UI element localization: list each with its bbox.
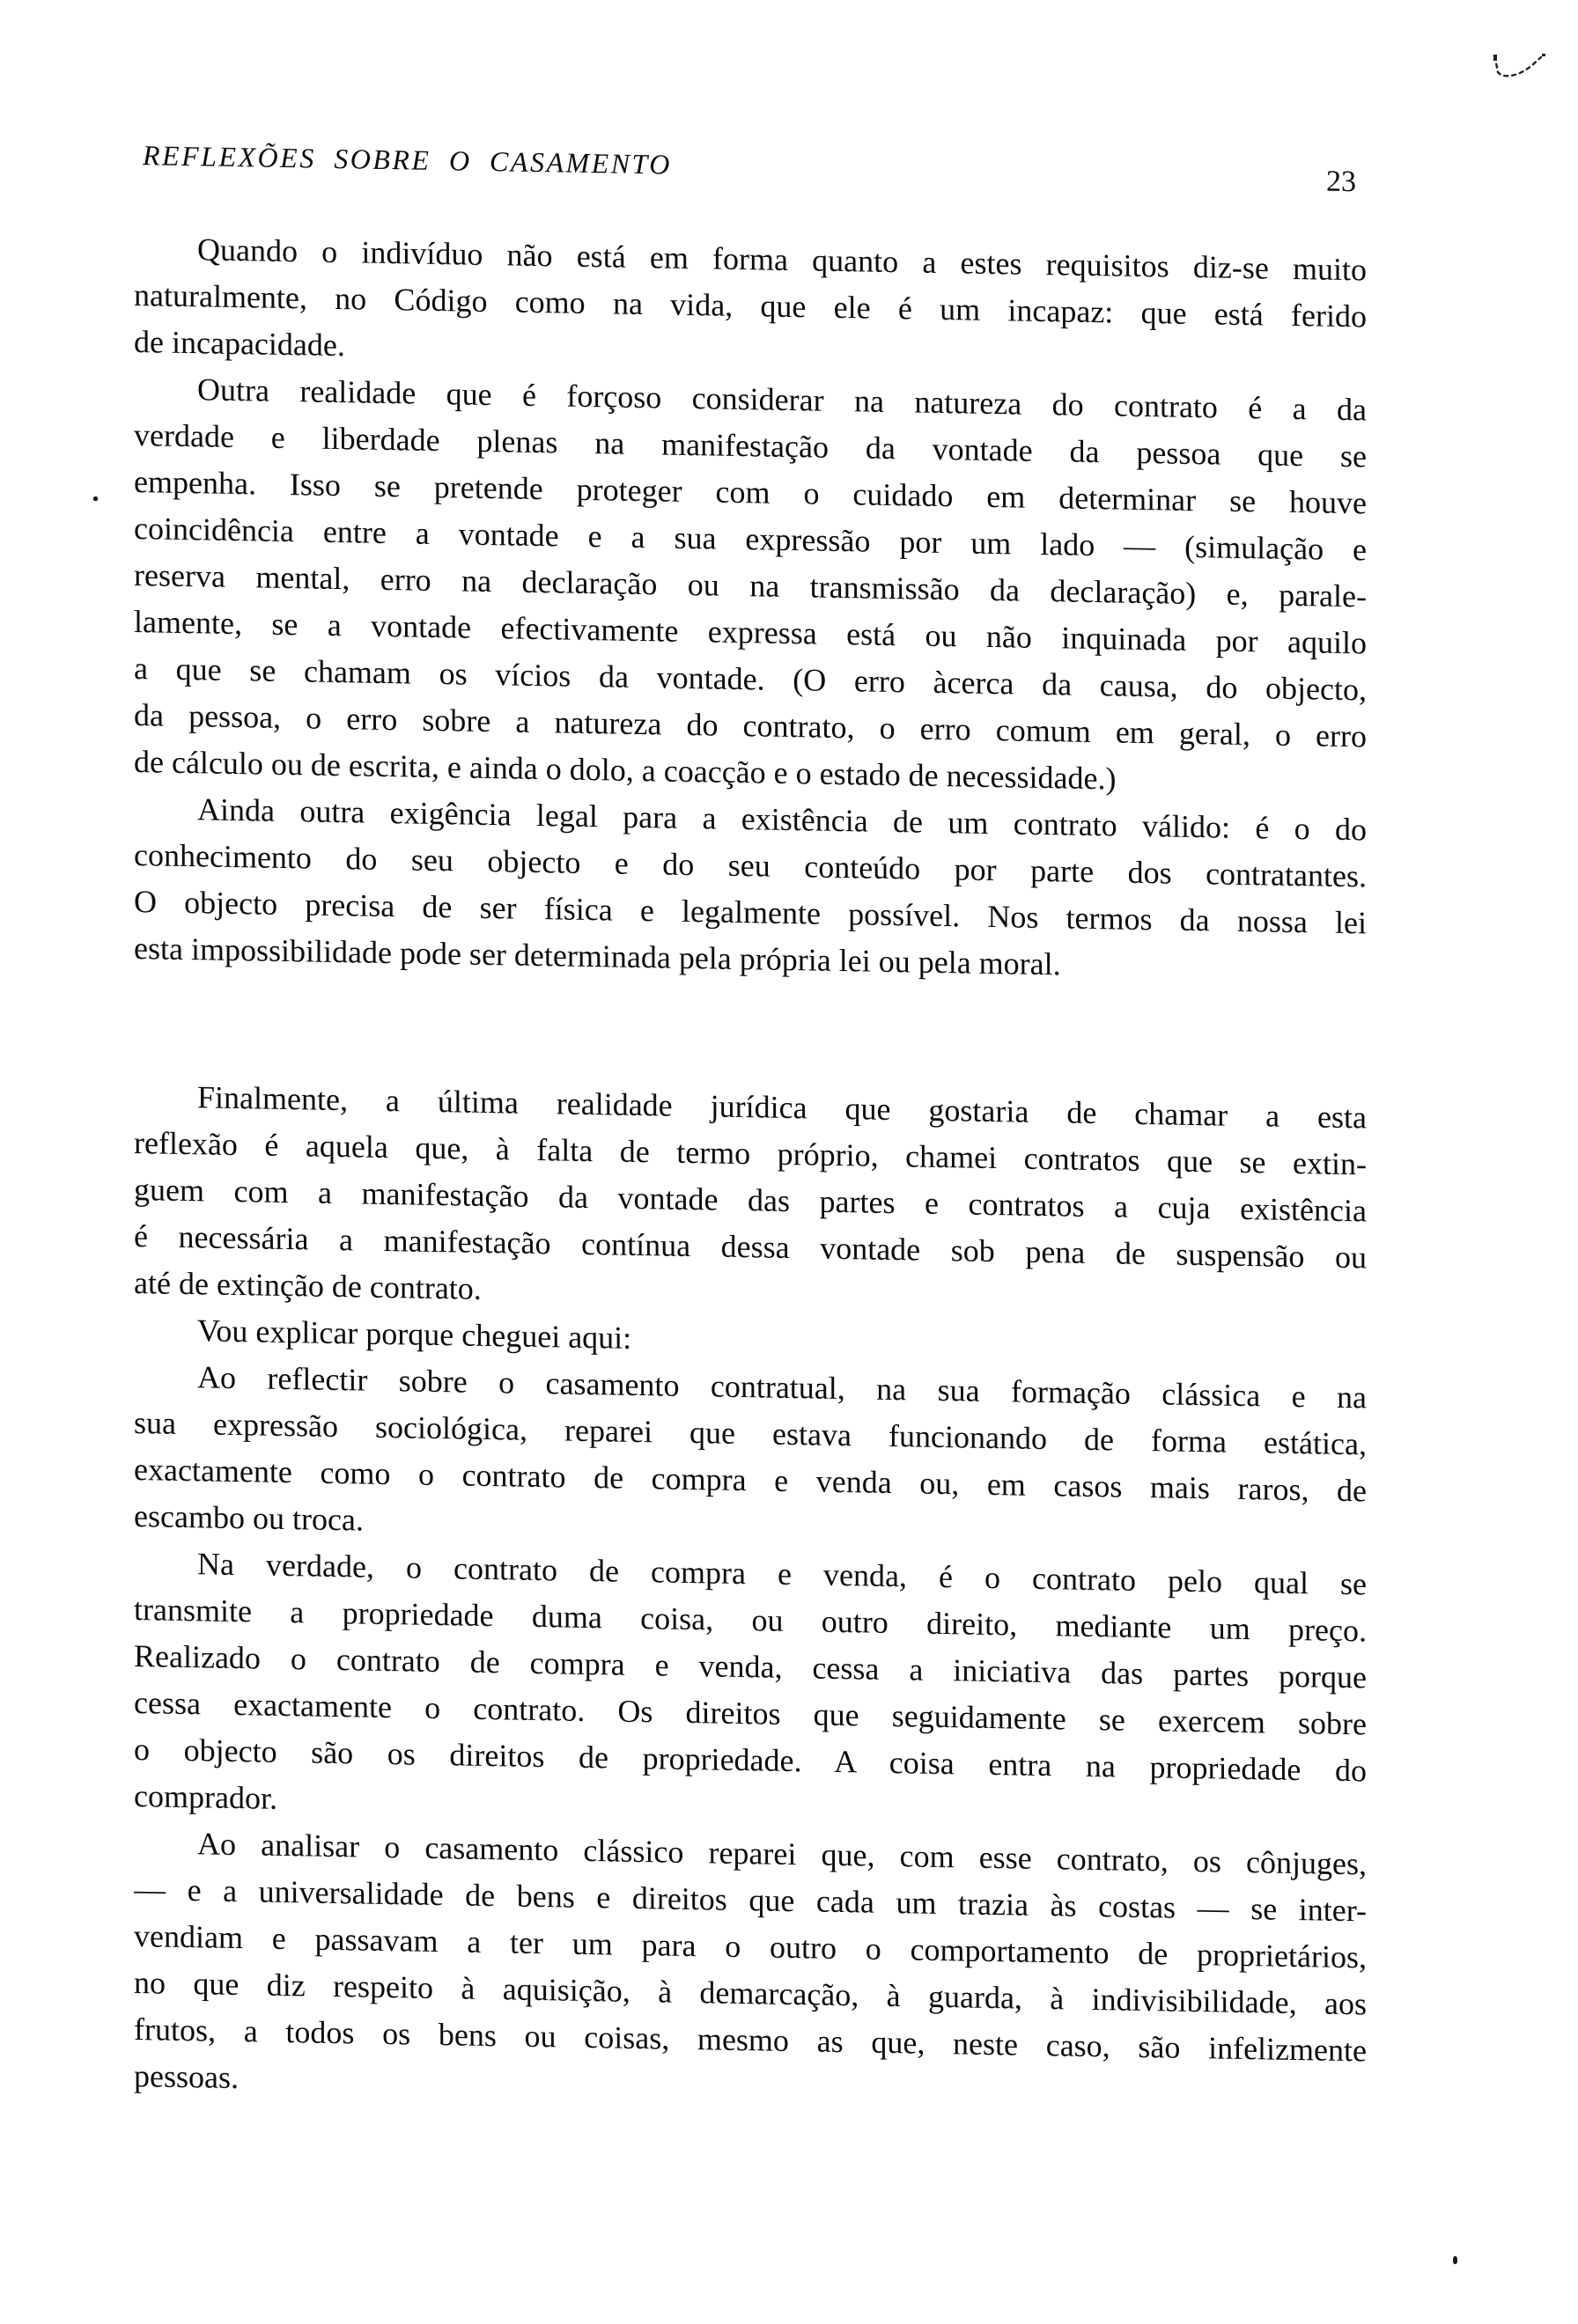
- text-line: Ao reflectir sobre o casamento contratual, na sua formação clássica e na: [197, 1359, 1367, 1416]
- page-number: 23: [1326, 165, 1356, 199]
- text-line: é necessária a manifestação contínua dessa vontade sob pena de suspensão ou: [134, 1218, 1367, 1276]
- text-line: Outra realidade que é forçoso considerar na natureza do contrato é a da: [197, 371, 1367, 428]
- text-line: conhecimento do seu objecto e do seu conteúdo por parte dos contratantes.: [134, 837, 1367, 894]
- paragraph: [134, 1820, 1367, 2121]
- pen-scribble-mark: [1486, 44, 1555, 86]
- text-line: no que diz respeito à aquisição, à demarcação, à guarda, à indivisibilidade, aos: [134, 1965, 1367, 2022]
- text-line: — e a universalidade de bens e direitos que cada um trazia às costas — se inter-: [134, 1872, 1367, 1929]
- text-line: escambo ou troca.: [134, 1498, 364, 1538]
- text-line: reserva mental, erro na declaração ou na transmissão da declaração) e, parale-: [134, 557, 1367, 614]
- paragraph: [134, 225, 1367, 386]
- text-line: O objecto precisa de ser física e legalmente possível. Nos termos da nossa lei: [134, 884, 1367, 941]
- text-line: cessa exactamente o contrato. Os direitos que seguidamente se exercem sobre: [134, 1685, 1367, 1742]
- text-line: coincidência entre a vontade e a sua expressão por um lado — (simulação e: [134, 511, 1367, 568]
- text-line: Na verdade, o contrato de compra e venda, é o contrato pelo qual se: [197, 1546, 1367, 1602]
- paragraph: [134, 1073, 1367, 1327]
- text-line: Finalmente, a última realidade jurídica que gostaria de chamar a esta: [197, 1079, 1367, 1136]
- text-line: naturalmente, no Código como na vida, que ele é um incapaz: que está ferido: [134, 277, 1367, 335]
- text-line: vendiam e passavam a ter um para o outro o comportamento de proprietários,: [134, 1918, 1367, 1975]
- text-line: de incapacidade.: [134, 324, 345, 364]
- text-line: a que se chamam os vícios da vontade. (O erro àcerca da causa, do objecto,: [134, 651, 1367, 708]
- text-line: pessoas.: [134, 2058, 239, 2096]
- ink-speck: [1453, 2256, 1457, 2264]
- paragraph: [134, 1353, 1367, 1561]
- text-line: Vou explicar porque cheguei aqui:: [197, 1313, 632, 1356]
- text-line: comprador.: [134, 1778, 277, 1816]
- text-line: esta impossibilidade pode ser determinada pela própria lei ou pela moral.: [134, 930, 1061, 982]
- text-line: Ao analisar o casamento clássico reparei que, com esse contrato, os cônjuges,: [197, 1826, 1367, 1882]
- text-line: de cálculo ou de escrita, e ainda o dolo, a coacção e o estado de necessidade.): [134, 744, 1117, 797]
- text-line: exactamente como o contrato de compra e venda ou, em casos mais raros, de: [134, 1452, 1367, 1509]
- text-line: frutos, a todos os bens ou coisas, mesmo as que, neste caso, são infelizmente: [134, 2011, 1367, 2069]
- paragraph: [134, 785, 1367, 993]
- text-line: da pessoa, o erro sobre a natureza do contrato, o erro comum em geral, o erro: [134, 697, 1367, 754]
- text-line: Realizado o contrato de compra e venda, cessa a iniciativa das partes porque: [134, 1638, 1367, 1695]
- text-line: sua expressão sociológica, reparei que estava funcionando de forma estática,: [134, 1405, 1367, 1462]
- text-line: guem com a manifestação da vontade das partes e contratos a cuja existência: [134, 1172, 1367, 1229]
- text-line: empenha. Isso se pretende proteger com o cuidado em determinar se houve: [134, 464, 1367, 521]
- text-line: lamente, se a vontade efectivamente expressa está ou não inquinada por aquilo: [134, 604, 1367, 661]
- page-content: [134, 139, 1367, 2121]
- text-line: reflexão é aquela que, à falta de termo próprio, chamei contratos que se extin-: [134, 1125, 1367, 1182]
- ink-speck: [93, 496, 98, 501]
- text-line: até de extinção de contrato.: [134, 1265, 482, 1306]
- text-line: verdade e liberdade plenas na manifestação da vontade da pessoa que se: [134, 417, 1367, 474]
- paragraph: [134, 365, 1367, 806]
- page-header: [134, 139, 1367, 210]
- page-title: REFLEXÕES SOBRE O CASAMENTO: [143, 139, 672, 180]
- paragraph: [134, 1540, 1367, 1841]
- text-body: [134, 225, 1367, 2121]
- text-line: Ainda outra exigência legal para a existência de um contrato válido: é o do: [197, 791, 1367, 848]
- text-line: Quando o indivíduo não está em forma quanto a estes requisitos diz-se muito: [197, 232, 1367, 288]
- text-line: o objecto são os direitos de propriedade. A coisa entra na propriedade do: [134, 1732, 1367, 1789]
- text-line: transmite a propriedade duma coisa, ou outro direito, mediante um preço.: [134, 1592, 1367, 1649]
